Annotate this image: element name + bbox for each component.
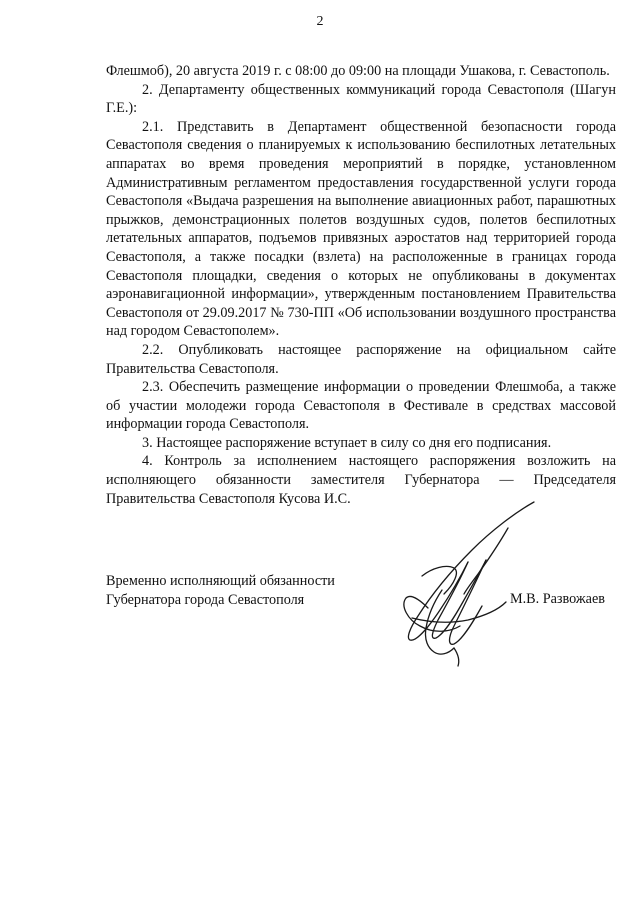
paragraph-item-2-1: 2.1. Представить в Департамент общественной безопасности города Севастополя сведения о планируемых к использованию беспилотных летательных аппаратах во время проведения мероприятий в порядке, установленном Административным регламентом предоставления государственной услуги города Севастополя «Выдача разрешения на выполнение авиационных работ, парашютных прыжков, демонстрационных полетов воздушных судов, полетов беспилотных летательных аппаратов, подъемов привязных аэростатов над территорией города Севастополя, а также посадки (взлета) на расположенные в границах города Севастополя площадки, сведения о которых не опубликованы в документах аэронавигационной информации», утвержденным постановлением Правительства Севастополя от 29.09.2017 № 730-ПП «Об использовании воздушного пространства над городом Севастополем». <box>106 118 616 340</box>
paragraph-item-2-3: 2.3. Обеспечить размещение информации о проведении Флешмоба, а также об участии молодежи города Севастополя в Фестивале в средствах массовой информации города Севастополя. <box>106 379 616 433</box>
page-number: 2 <box>316 14 324 29</box>
paragraph-item-2-2: 2.2. Опубликовать настоящее распоряжение на официальном сайте Правительства Севастополя. <box>106 341 616 377</box>
paragraph-continuation: Флешмоб), 20 августа 2019 г. с 08:00 до 09:00 на площади Ушакова, г. Севастополь. <box>106 63 610 79</box>
paragraph-item-2: 2. Департаменту общественных коммуникаций города Севастополя (Шагун Г.Е.): <box>106 81 616 117</box>
paragraph-item-3: 3. Настоящее распоряжение вступает в силу со дня его подписания. <box>142 434 552 451</box>
signatory-position <box>106 572 335 609</box>
signatory-name: М.В. Развожаев <box>510 591 605 607</box>
paragraph-item-4: 4. Контроль за исполнением настоящего распоряжения возложить на исполняющего обязанности заместителя Губернатора — Председателя Правительства Севастополя Кусова И.С. <box>106 453 616 507</box>
handwritten-signature-icon <box>388 498 538 668</box>
document-body <box>106 62 616 508</box>
signatory-position-line-1: Временно исполняющий обязанности <box>106 573 335 589</box>
signatory-position-line-2: Губернатора города Севастополя <box>106 591 305 608</box>
